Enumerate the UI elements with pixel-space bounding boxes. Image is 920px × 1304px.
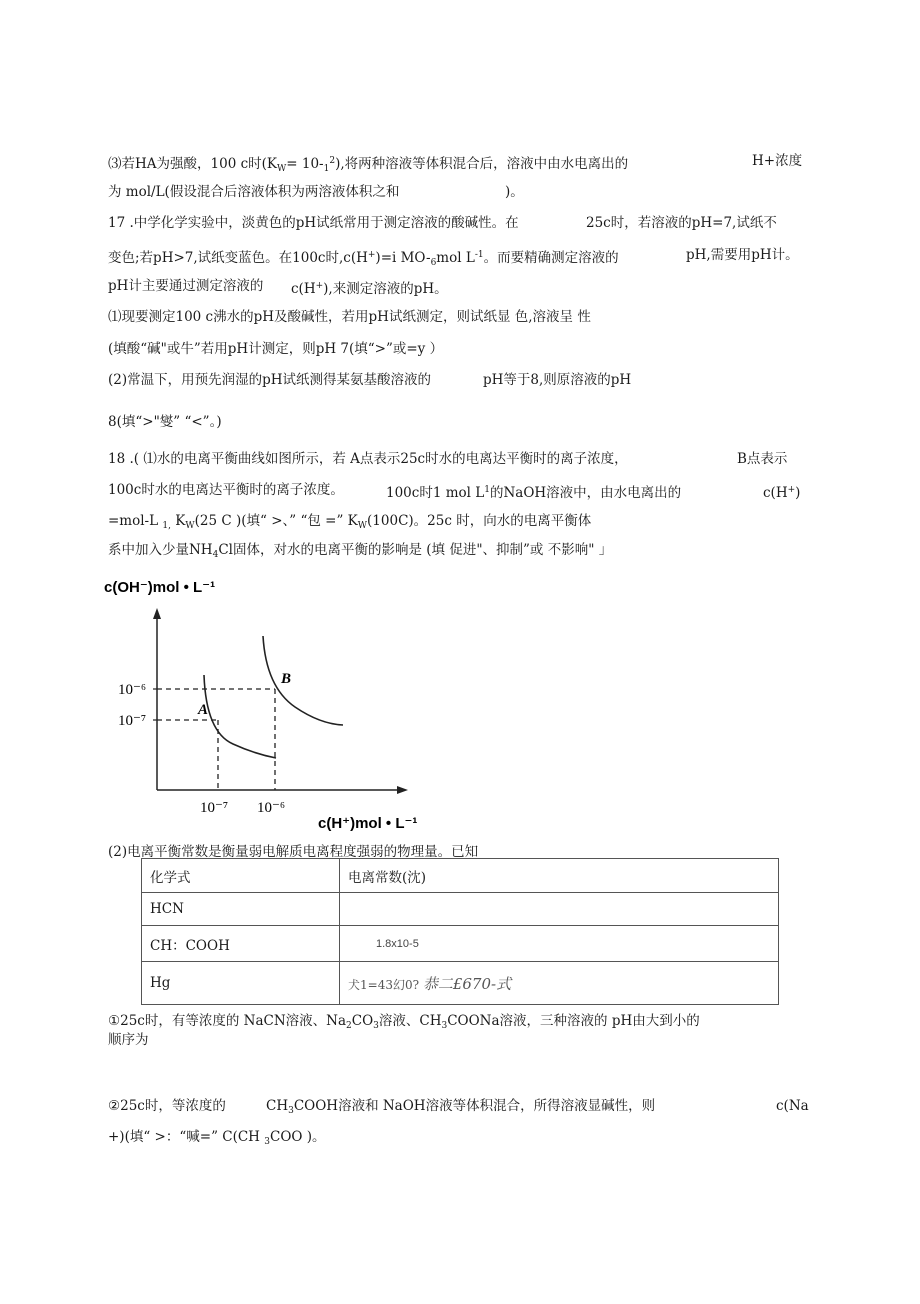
q17-line-2-end: pH,需要用pH计。 bbox=[686, 247, 799, 263]
q18-line-1-end: B点表示 bbox=[737, 451, 788, 467]
ionization-constant-table bbox=[141, 858, 779, 1005]
q17-line-2: 变色;若pH>7,试纸变蓝色。在100c时,c(H+)=i $MO-_6mol$ $L^{-1}$。而要精确测定溶液的 bbox=[108, 250, 619, 268]
point-a-label: A bbox=[198, 702, 209, 718]
table-cell-formula: Hg bbox=[142, 962, 340, 1005]
q17-line-7: 8(填“>"燮” “<”。) bbox=[108, 414, 222, 430]
q17-line-6-end: pH等于8,则原溶液的pH bbox=[483, 372, 632, 388]
x-tick-label: 10⁻⁷ bbox=[200, 800, 229, 816]
q18-sub1-line-2: 顺序为 bbox=[108, 1032, 149, 1048]
q18-line-2-mid: 100c时1 mol $L^1$的NaOH溶液中，由水电离出的 bbox=[386, 485, 682, 501]
x-tick-label: 10⁻⁶ bbox=[257, 800, 286, 816]
q18-line-2-end: c(H+) bbox=[763, 485, 801, 501]
table-cell-constant: 1.8x10-5 bbox=[340, 926, 779, 962]
q18-sub2-line-2: +)(填“ >：“喊=” C(CH $_3$COO )。 bbox=[108, 1129, 326, 1147]
y-tick-label: 10⁻⁷ bbox=[118, 713, 147, 729]
q16-line-2-end: )。 bbox=[505, 184, 524, 200]
q18-line-3: =mol-L $_{1,}$ $K_W(25$ C )(填“ >、” “包 =” $K_W(100C)$。25c 时，向水的电离平衡体 bbox=[108, 513, 592, 531]
q17-line-6: (2)常温下，用预先润湿的pH试纸测得某氨基酸溶液的 bbox=[108, 372, 432, 388]
y-tick-label: 10⁻⁶ bbox=[118, 682, 147, 698]
q16-line-1: ⑶若HA为强酸，100 c时$(K_W= 10-_1^2)$,将两种溶液等体积混合后，溶液中由水电离出的 bbox=[108, 156, 629, 174]
q16-line-2: 为 mol/L(假设混合后溶液体积为两溶液体积之和 bbox=[108, 184, 400, 200]
q17-line-1-end: 25c时，若溶液的pH=7,试纸不 bbox=[586, 215, 777, 231]
q17-line-1: 17 .中学化学实验中，淡黄色的pH试纸常用于测定溶液的酸碱性。在 bbox=[108, 215, 519, 231]
point-b-label: B bbox=[281, 671, 292, 687]
y-axis-arrow bbox=[153, 608, 161, 619]
q18-line-4: 系中加入少量$NH_4Cl$固体，对水的电离平衡的影响是 (填 促进"、抑制”或 不影响" 」 bbox=[108, 542, 613, 560]
q17-line-4: ⑴现要测定100 c沸水的pH及酸碱性，若用pH试纸测定，则试纸显 色,溶液呈 性 bbox=[108, 309, 591, 325]
table-cell-constant bbox=[340, 893, 779, 926]
table-cell-formula: HCN bbox=[142, 893, 340, 926]
table-header-constant: 电离常数(沈) bbox=[340, 859, 779, 893]
q17-line-3-end: c(H+),来测定溶液的pH。 bbox=[291, 281, 448, 297]
table-row bbox=[142, 893, 779, 926]
q18-part2-intro: (2)电离平衡常数是衡量弱电解质电离程度强弱的物理量。已知 bbox=[108, 844, 479, 860]
q18-line-2: 100c时水的电离达平衡时的离子浓度。 bbox=[108, 482, 344, 498]
x-axis-arrow bbox=[397, 786, 408, 794]
q18-sub2-line-1-end: c(Na bbox=[776, 1098, 809, 1114]
q17-line-3: pH计主要通过测定溶液的 bbox=[108, 278, 264, 294]
table-row bbox=[142, 962, 779, 1005]
table-header-formula: 化学式 bbox=[142, 859, 340, 893]
curve-a bbox=[204, 675, 276, 758]
table-row bbox=[142, 926, 779, 962]
q16-line-1-end: H+浓度 bbox=[752, 153, 803, 169]
table-header-row bbox=[142, 859, 779, 893]
q18-line-1: 18 .( ⑴水的电离平衡曲线如图所示，若 A点表示25c时水的电离达平衡时的离子浓度， bbox=[108, 451, 628, 467]
water-ionization-chart bbox=[100, 572, 430, 834]
q17-line-5: (填酸“碱"或牛”若用pH计测定，则pH 7(填“>”或=y ） bbox=[108, 341, 444, 357]
q18-sub1-line-1: ①25c时，有等浓度的 NaCN溶液、$Na_2CO_3$溶液、$CH_3COONa$溶液，三种溶液的 pH由大到小的 bbox=[108, 1013, 700, 1031]
table-cell-formula: CH：COOH bbox=[142, 926, 340, 962]
x-axis-label: c(H⁺)mol • L⁻¹ bbox=[318, 815, 418, 832]
q18-sub2-line-1: ②25c时，等浓度的 bbox=[108, 1098, 226, 1114]
q18-sub2-line-1-mid: $CH_3COOH$溶液和 NaOH溶液等体积混合，所得溶液显碱性，则 bbox=[266, 1098, 656, 1116]
y-axis-label: c(OH⁻)mol • L⁻¹ bbox=[104, 579, 216, 596]
table-cell-constant: 犬1=43幻0? 恭二£670-式 bbox=[340, 962, 779, 1005]
